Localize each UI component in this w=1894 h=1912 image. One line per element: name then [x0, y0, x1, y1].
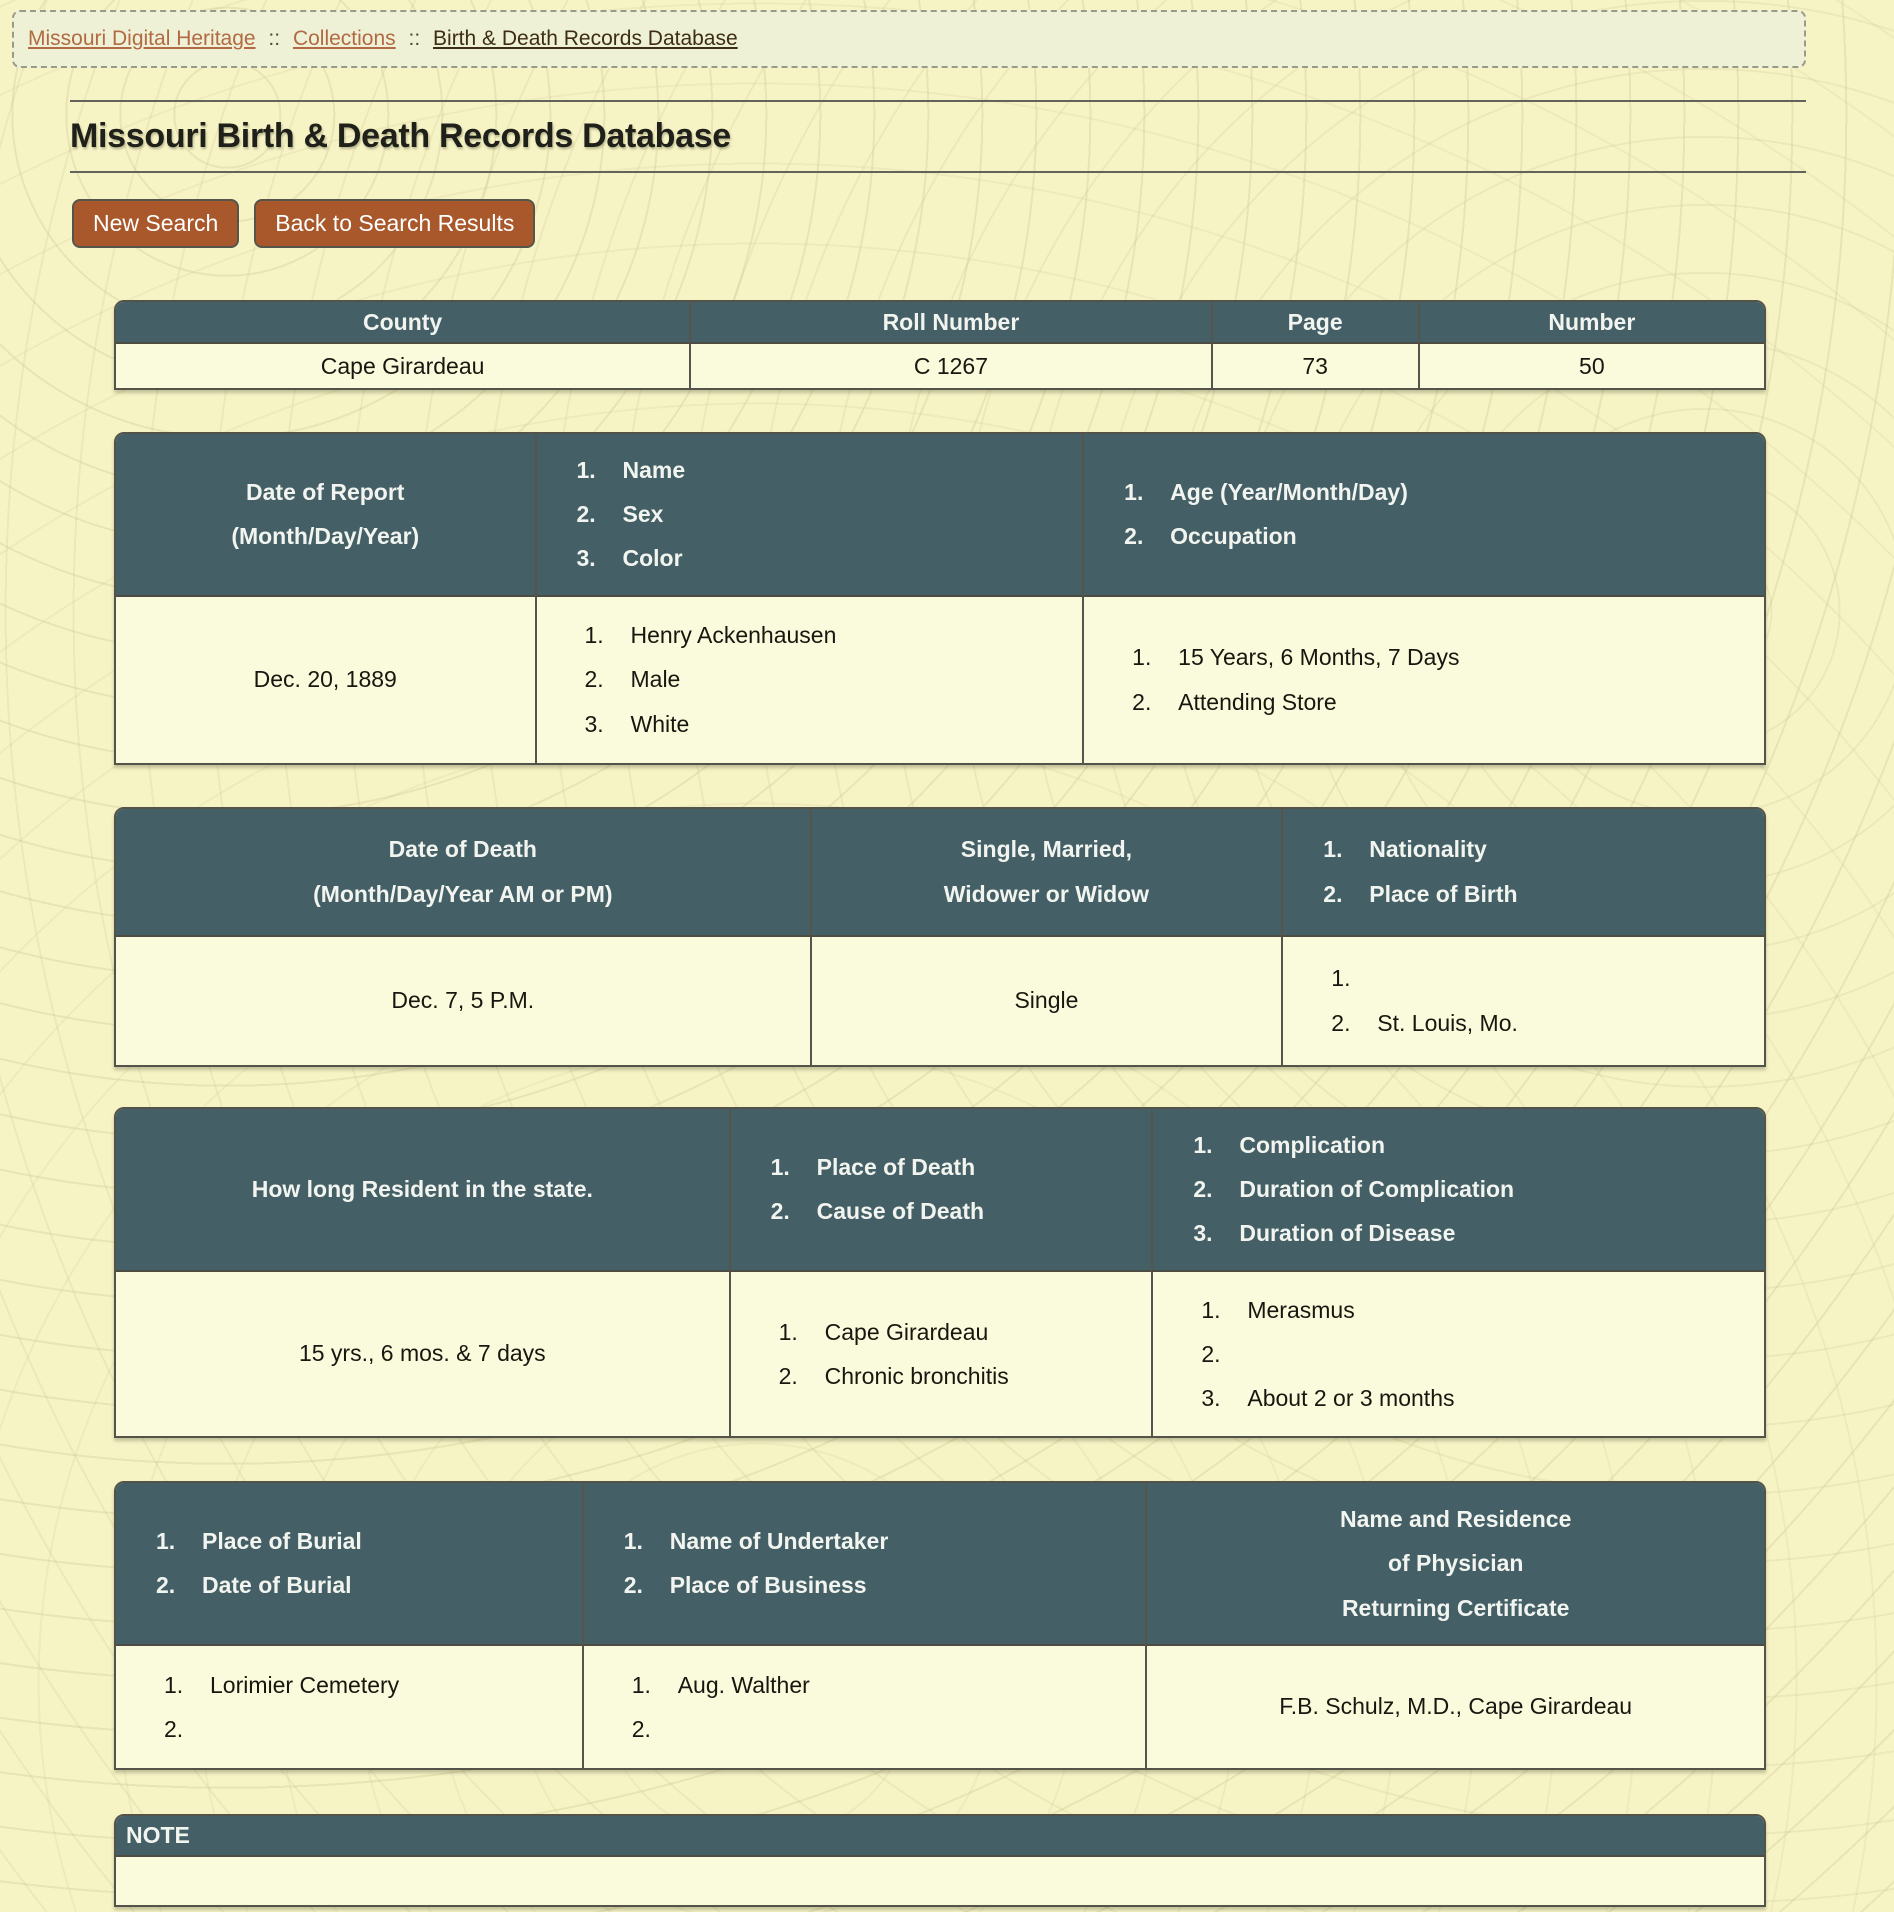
breadcrumb — [12, 10, 1806, 68]
toolbar — [72, 199, 1894, 248]
death-value-date-of-death: Dec. 7, 5 P.M. — [116, 937, 810, 1065]
breadcrumb-link-birth-death-records-database[interactable]: Birth & Death Records Database — [433, 27, 738, 50]
death-value-nationality-birthplace: 1. 2. St. Louis, Mo. — [1281, 937, 1764, 1065]
death-table — [114, 807, 1766, 1067]
summary-table — [114, 300, 1766, 390]
death-header-date-of-death: Date of Death (Month/Day/Year AM or PM) — [116, 809, 810, 937]
summary-value-county: Cape Girardeau — [116, 344, 689, 388]
report-value-name-sex-color: 1. Henry Ackenhausen 2. Male 3. White — [535, 597, 1083, 763]
residence-value-complication: 1. Merasmus 2. 3. About 2 or 3 months — [1151, 1272, 1764, 1437]
residence-header-place-cause-of-death: 1. Place of Death 2. Cause of Death — [729, 1109, 1152, 1272]
page-title: Missouri Birth & Death Records Database — [70, 117, 731, 155]
burial-header-physician: Name and Residence of Physician Returning Certificate — [1145, 1483, 1764, 1646]
divider — [70, 100, 1806, 102]
note-body — [116, 1857, 1764, 1905]
report-table — [114, 432, 1766, 765]
summary-value-number: 50 — [1418, 344, 1764, 388]
report-header-name-sex-color: 1. Name 2. Sex 3. Color — [535, 434, 1083, 597]
divider — [70, 171, 1806, 173]
report-header-date-of-report: Date of Report (Month/Day/Year) — [116, 434, 535, 597]
residence-value-how-long: 15 yrs., 6 mos. & 7 days — [116, 1272, 729, 1437]
summary-header-page: Page — [1211, 302, 1418, 344]
residence-header-how-long: How long Resident in the state. — [116, 1109, 729, 1272]
burial-header-place-date-of-burial: 1. Place of Burial 2. Date of Burial — [116, 1483, 582, 1646]
burial-value-place-date-of-burial: 1. Lorimier Cemetery 2. — [116, 1646, 582, 1768]
summary-header-number: Number — [1418, 302, 1764, 344]
new-search-button[interactable]: New Search — [72, 199, 239, 248]
back-to-search-results-button[interactable]: Back to Search Results — [254, 199, 535, 248]
burial-value-undertaker: 1. Aug. Walther 2. — [582, 1646, 1146, 1768]
note-header: NOTE — [116, 1816, 1764, 1857]
breadcrumb-link-missouri-digital-heritage[interactable]: Missouri Digital Heritage — [28, 27, 256, 50]
death-header-nationality-birthplace: 1. Nationality 2. Place of Birth — [1281, 809, 1764, 937]
residence-header-complication: 1. Complication 2. Duration of Complication 3. Duration of Disease — [1151, 1109, 1764, 1272]
summary-header-county: County — [116, 302, 689, 344]
breadcrumb-separator: :: — [268, 27, 281, 50]
burial-table — [114, 1481, 1766, 1770]
summary-value-page: 73 — [1211, 344, 1418, 388]
report-header-age-occupation: 1. Age (Year/Month/Day) 2. Occupation — [1082, 434, 1764, 597]
summary-value-roll-number: C 1267 — [689, 344, 1210, 388]
death-header-marital-status: Single, Married, Widower or Widow — [810, 809, 1282, 937]
report-value-date-of-report: Dec. 20, 1889 — [116, 597, 535, 763]
residence-table — [114, 1107, 1766, 1439]
summary-header-roll-number: Roll Number — [689, 302, 1210, 344]
page-header — [70, 100, 1806, 173]
report-value-age-occupation: 1. 15 Years, 6 Months, 7 Days 2. Attending Store — [1082, 597, 1764, 763]
note-table — [114, 1814, 1766, 1907]
burial-header-undertaker: 1. Name of Undertaker 2. Place of Business — [582, 1483, 1146, 1646]
residence-value-place-cause-of-death: 1. Cape Girardeau 2. Chronic bronchitis — [729, 1272, 1152, 1437]
burial-value-physician: F.B. Schulz, M.D., Cape Girardeau — [1145, 1646, 1764, 1768]
death-value-marital-status: Single — [810, 937, 1282, 1065]
breadcrumb-separator: :: — [408, 27, 421, 50]
breadcrumb-link-collections[interactable]: Collections — [292, 27, 396, 50]
